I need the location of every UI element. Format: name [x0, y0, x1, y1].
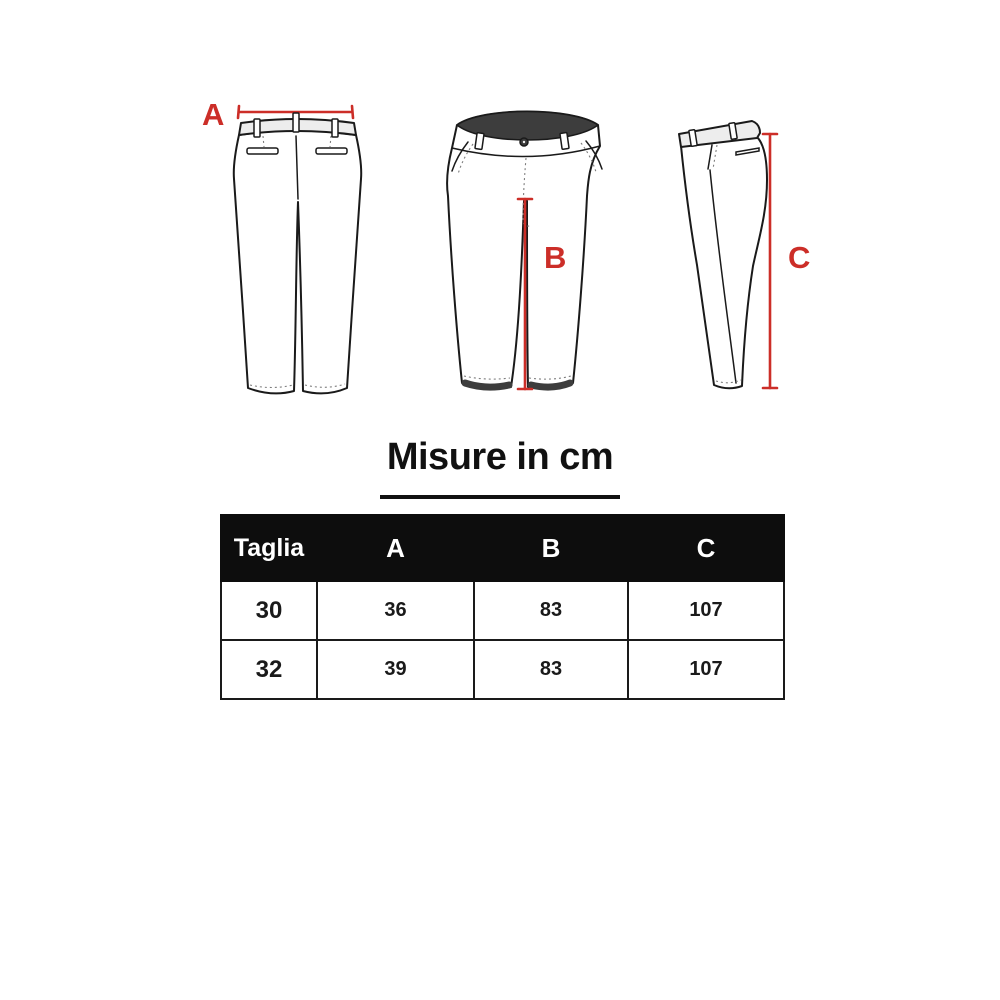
belt-loop: [293, 113, 299, 132]
pants-back-view-drawing: [215, 95, 380, 415]
cell-a: 36: [317, 581, 474, 640]
page-title: Misure in cm: [386, 436, 614, 478]
column-header-c: C: [628, 515, 784, 581]
table-row: [221, 640, 784, 699]
title-underline: [380, 495, 620, 499]
pants-side-body: [681, 137, 767, 388]
column-header-taglia: Taglia: [221, 515, 317, 581]
cell-c: 107: [628, 640, 784, 699]
cell-a: 39: [317, 640, 474, 699]
column-header-a: A: [317, 515, 474, 581]
cell-b: 83: [474, 581, 628, 640]
measure-label-c: C: [788, 240, 811, 275]
waist-button-hole: [523, 141, 525, 143]
back-pocket-right: [316, 148, 347, 154]
cell-size: 30: [221, 581, 317, 640]
size-table: [220, 514, 785, 700]
measure-label-a: A: [202, 97, 225, 132]
cell-size: 32: [221, 640, 317, 699]
measure-label-b: B: [544, 240, 567, 275]
pants-front-view-drawing: [440, 100, 615, 410]
belt-loop: [254, 119, 260, 137]
belt-loop: [560, 133, 569, 150]
hem-dark-right: [531, 383, 570, 387]
table-header-row: [221, 515, 784, 581]
column-header-b: B: [474, 515, 628, 581]
table-row: [221, 581, 784, 640]
hem-dark-left: [465, 383, 509, 387]
cell-b: 83: [474, 640, 628, 699]
belt-loop: [475, 133, 484, 150]
belt-loop: [332, 119, 338, 137]
cell-c: 107: [628, 581, 784, 640]
pants-front-body: [447, 112, 600, 389]
back-pocket-left: [247, 148, 278, 154]
